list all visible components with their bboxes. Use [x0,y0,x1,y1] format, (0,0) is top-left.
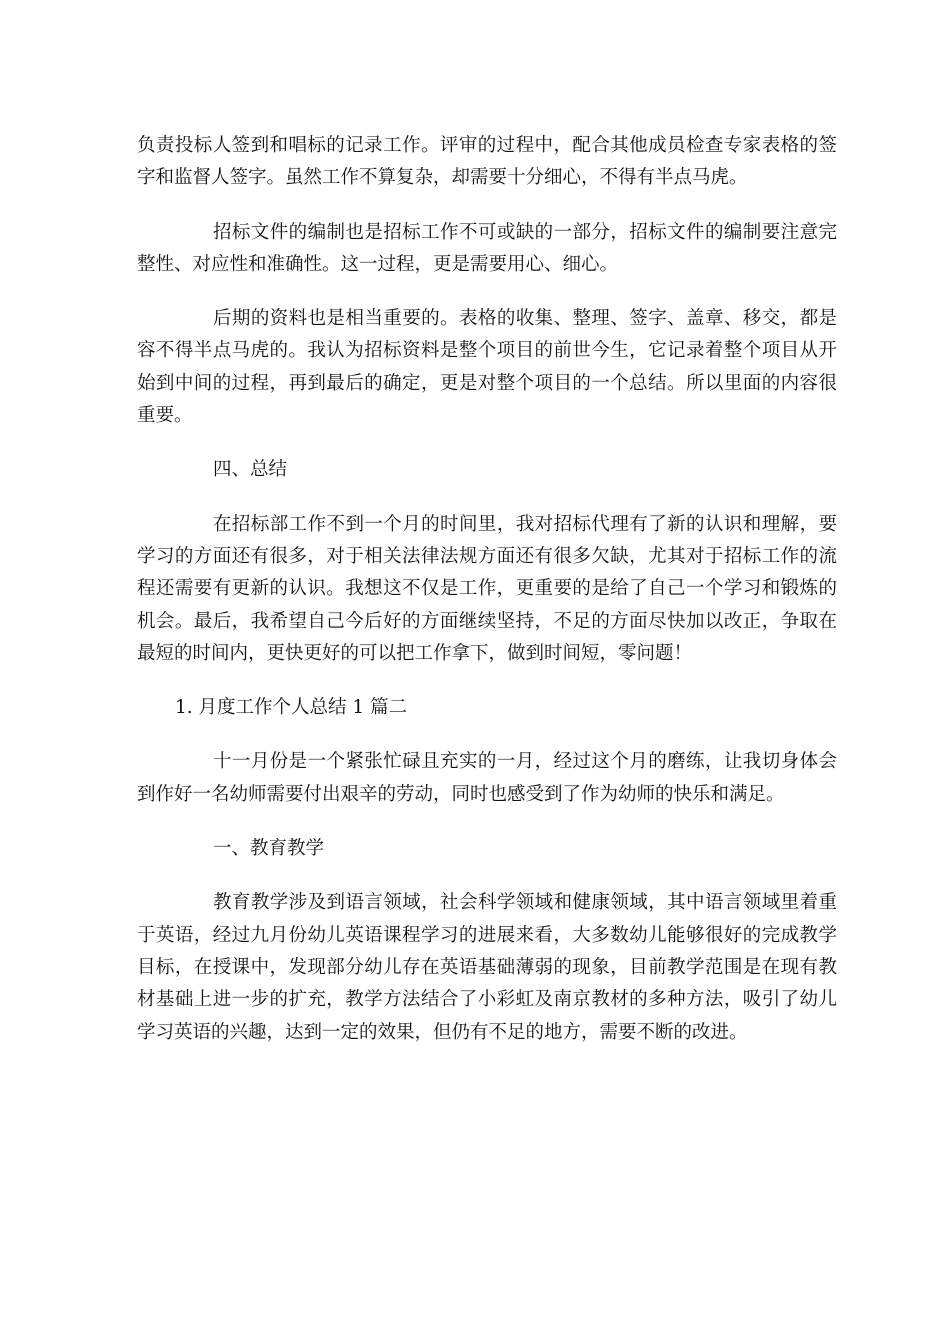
body-paragraph: 后期的资料也是相当重要的。表格的收集、整理、签字、盖章、移交，都是容不得半点马虎的。我认为招标资料是整个项目的前世今生，它记录着整个项目从开始到中间的过程，再到最后的确定，更是对整个项目的一个总结。所以里面的内容很重要。 [137,308,837,427]
body-paragraph: 教育教学涉及到语言领域，社会科学领域和健康领域，其中语言领域里着重于英语，经过九月份幼儿英语课程学习的进展来看，大多数幼儿能够很好的完成教学目标，在授课中，发现部分幼儿存在英语基础薄弱的现象，目前教学范围是在现有教材基础上进一步的扩充，教学方法结合了小彩虹及南京教材的多种方法，吸引了幼儿学习英语的兴趣，达到一定的效果，但仍有不足的地方，需要不断的改进。 [137,892,837,1043]
section-heading: 四、总结 [213,459,288,481]
body-paragraph: 十一月份是一个紧张忙碌且充实的一月，经过这个月的磨练，让我切身体会到作好一名幼师需要付出艰辛的劳动，同时也感受到了作为幼师的快乐和满足。 [137,751,837,805]
body-paragraph: 负责投标人签到和唱标的记录工作。评审的过程中，配合其他成员检查专家表格的签字和监督人签字。虽然工作不算复杂，却需要十分细心，不得有半点马虎。 [137,135,837,189]
document-page [137,130,837,1049]
section-heading: 一、教育教学 [213,838,325,860]
body-paragraph: 在招标部工作不到一个月的时间里，我对招标代理有了新的认识和理解，要学习的方面还有很多，对于相关法律法规方面还有很多欠缺，尤其对于招标工作的流程还需要有更新的认识。我想这不仅是工作，更重要的是给了自己一个学习和锻炼的机会。最后，我希望自己今后好的方面继续坚持，不足的方面尽快加以改正，争取在最短的时间内，更快更好的可以把工作拿下，做到时间短，零问题！ [137,513,837,664]
body-paragraph: 招标文件的编制也是招标工作不可或缺的一部分，招标文件的编制要注意完整性、对应性和准确性。这一过程，更是需要用心、细心。 [137,221,837,275]
article-title: 1. 月度工作个人总结 1 篇二 [175,697,408,719]
